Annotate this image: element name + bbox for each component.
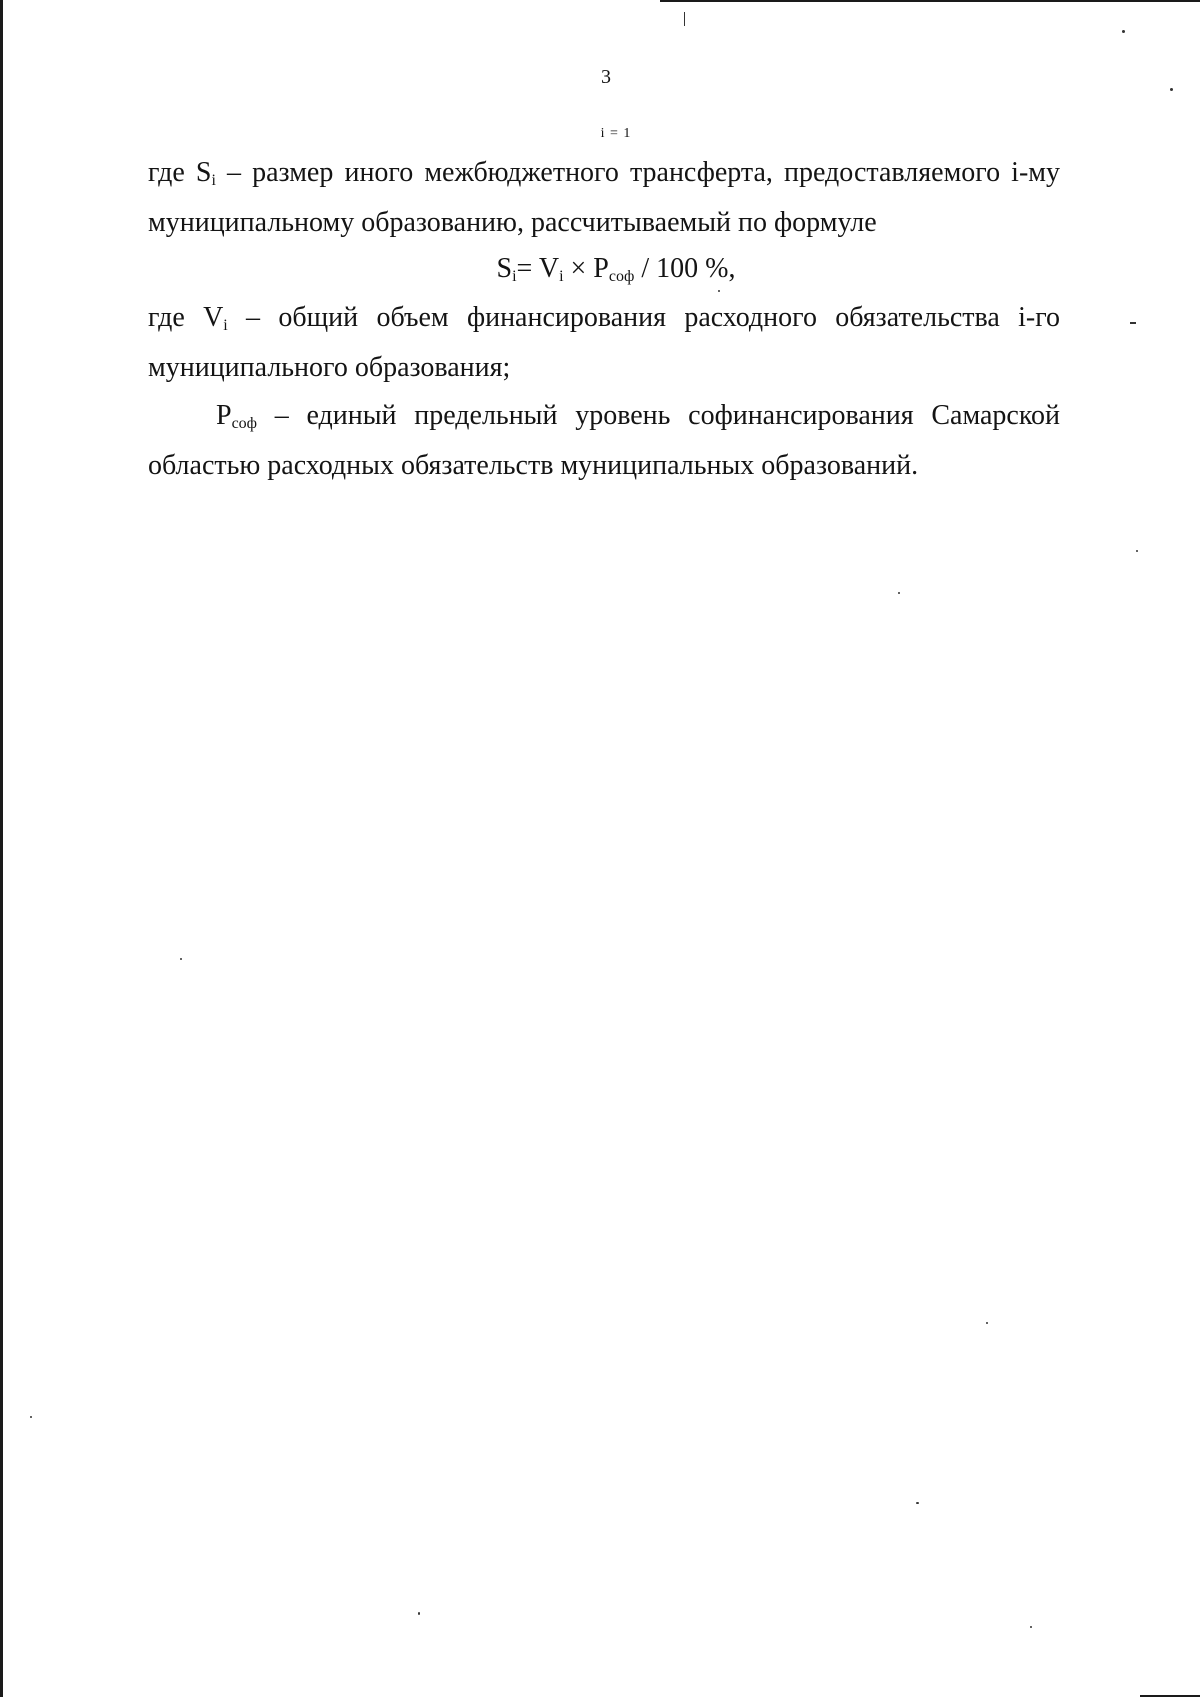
formula-tail: / 100 %, — [634, 253, 736, 284]
page-number: 3 — [601, 66, 611, 88]
paragraph-si-subscript: i — [211, 172, 216, 189]
paragraph-vi-definition — [148, 293, 1060, 393]
scan-top-rule — [660, 0, 1200, 2]
paragraph-si-definition — [148, 148, 1060, 248]
scan-speck — [1030, 1626, 1032, 1628]
formula-s: S — [496, 253, 513, 284]
scan-top-tick — [684, 12, 685, 26]
formula-s-subscript: i — [512, 268, 517, 285]
scan-speck — [898, 592, 900, 594]
formula-times-p: × P — [563, 253, 609, 284]
paragraph-si-text: – размер иного межбюджетного трансферта, предоставляемого i-му муниципальному образованию, рассчитываемый по формуле — [148, 157, 1060, 238]
paragraph-psof-text: – единый предельный уровень софинансирования Самарской областью расходных обязательств муниципальных образований. — [148, 400, 1060, 481]
paragraph-psof-definition — [148, 391, 1060, 491]
scan-speck — [1130, 322, 1136, 324]
summation-index-fragment: i = 1 — [600, 126, 632, 141]
formula-si — [0, 244, 1200, 294]
scan-speck — [418, 1612, 420, 1615]
scan-speck — [916, 1502, 919, 1504]
paragraph-psof-subscript: соф — [231, 415, 258, 432]
formula-v-subscript: i — [559, 268, 564, 285]
formula-eq-v: = V — [516, 253, 560, 284]
paragraph-vi-subscript: i — [223, 317, 228, 334]
paragraph-psof-prefix: P — [216, 400, 232, 431]
formula-p-subscript: соф — [608, 268, 635, 285]
scan-speck — [986, 1322, 988, 1324]
paragraph-si-prefix: где S — [148, 157, 212, 188]
paragraph-vi-prefix: где V — [148, 302, 224, 333]
paragraph-vi-text: – общий объем финансирования расходного обязательства i-го муниципального образования; — [148, 302, 1060, 383]
scan-speck — [1136, 550, 1138, 552]
scan-speck — [1122, 30, 1125, 33]
scan-speck — [180, 958, 182, 960]
scan-speck — [30, 1416, 32, 1418]
